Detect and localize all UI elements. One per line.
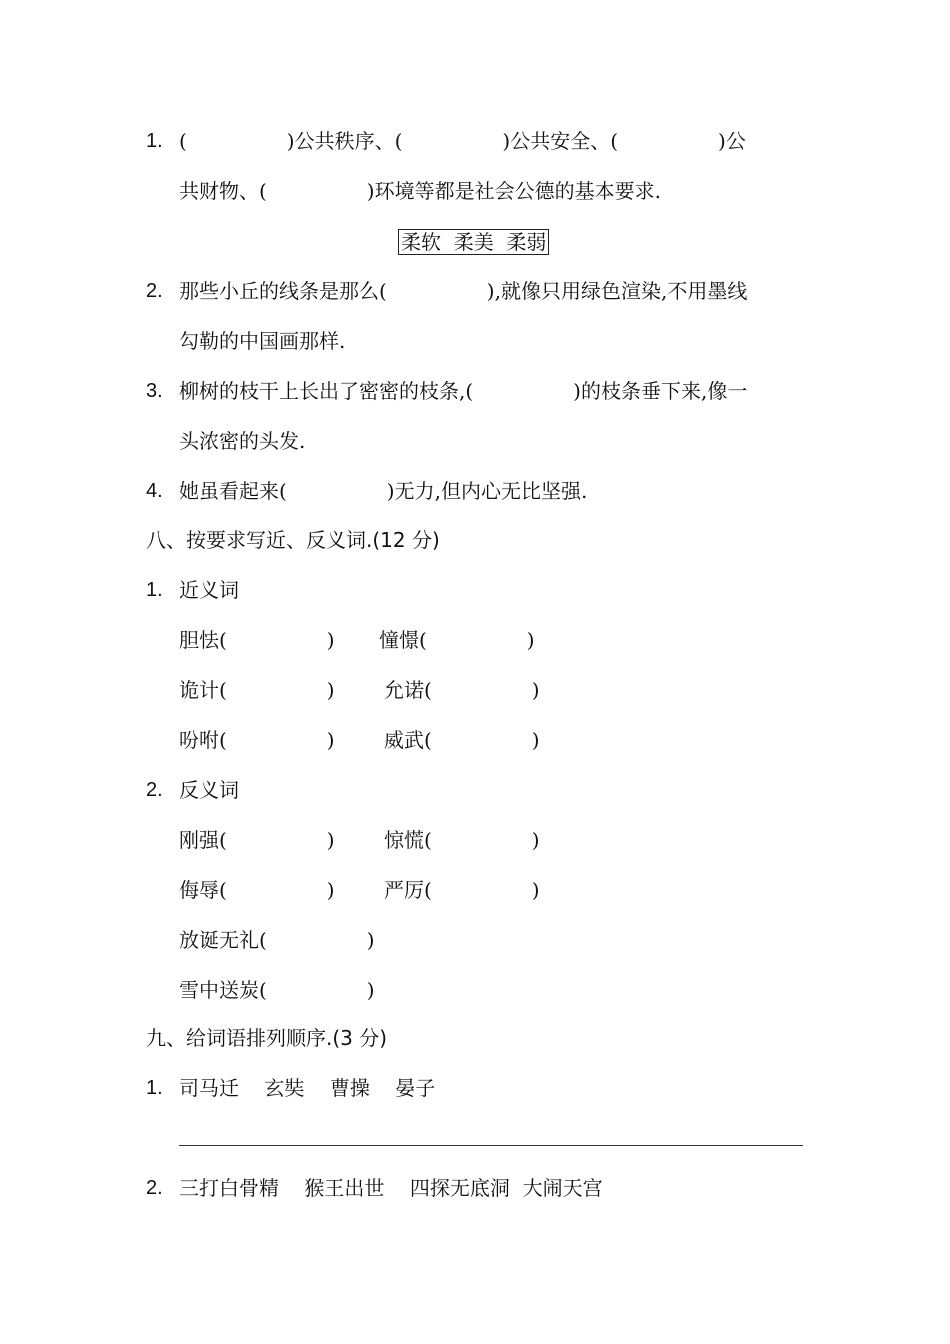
q7-item4-line1: 她虽看起来( )无力,但内心无比坚强. bbox=[179, 479, 588, 503]
q7-item1-line2: 共财物、( )环境等都是社会公德的基本要求. bbox=[179, 179, 661, 203]
section-9-heading: 九、给词语排列顺序.(3 分) bbox=[146, 1026, 388, 1050]
q7-item2-number: 2. bbox=[146, 280, 163, 302]
antonym-item: 严厉( ) bbox=[384, 878, 540, 902]
q8-sub2-label: 反义词 bbox=[179, 778, 239, 802]
q8-sub2-number: 2. bbox=[146, 779, 163, 801]
q9-item1-number: 1. bbox=[146, 1077, 163, 1099]
synonym-item: 威武( ) bbox=[384, 728, 540, 752]
q7-item1-number: 1. bbox=[146, 130, 163, 152]
q7-item3-line2: 头浓密的头发. bbox=[179, 429, 306, 453]
answer-line bbox=[179, 1145, 803, 1146]
antonym-item: 刚强( ) bbox=[179, 828, 335, 852]
synonym-item: 憧憬( ) bbox=[379, 628, 535, 652]
antonym-item: 惊慌( ) bbox=[384, 828, 540, 852]
word-choice-box: 柔软 柔美 柔弱 bbox=[398, 229, 549, 255]
section-8-heading: 八、按要求写近、反义词.(12 分) bbox=[146, 528, 440, 552]
synonym-item: 胆怯( ) bbox=[179, 628, 335, 652]
q9-item2-number: 2. bbox=[146, 1177, 163, 1199]
synonym-item: 允诺( ) bbox=[384, 678, 540, 702]
q9-item1-text: 司马迁 玄奘 曹操 晏子 bbox=[179, 1076, 436, 1100]
q8-sub1-label: 近义词 bbox=[179, 578, 239, 602]
antonym-item: 侮辱( ) bbox=[179, 878, 335, 902]
q7-item4-number: 4. bbox=[146, 480, 163, 502]
q7-item2-line1: 那些小丘的线条是那么( ),就像只用绿色渲染,不用墨线 bbox=[179, 279, 748, 303]
q7-item1-line1: ( )公共秩序、( )公共安全、( )公 bbox=[179, 129, 746, 153]
antonym-item: 放诞无礼( ) bbox=[179, 928, 375, 952]
synonym-item: 诡计( ) bbox=[179, 678, 335, 702]
q9-item2-text: 三打白骨精 猴王出世 四探无底洞 大闹天宫 bbox=[179, 1176, 603, 1200]
q8-sub1-number: 1. bbox=[146, 579, 163, 601]
q7-item3-number: 3. bbox=[146, 380, 163, 402]
antonym-item: 雪中送炭( ) bbox=[179, 978, 375, 1002]
q7-item2-line2: 勾勒的中国画那样. bbox=[179, 329, 346, 353]
synonym-item: 吩咐( ) bbox=[179, 728, 335, 752]
q7-item3-line1: 柳树的枝干上长出了密密的枝条,( )的枝条垂下来,像一 bbox=[179, 379, 748, 403]
